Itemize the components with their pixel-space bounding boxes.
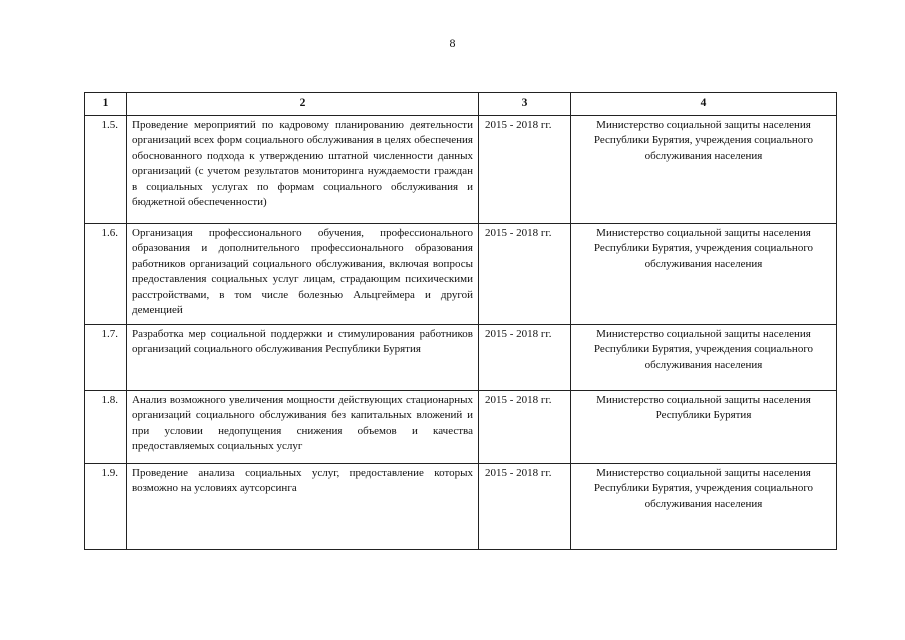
measures-table — [84, 92, 837, 550]
table-row — [85, 391, 837, 464]
measure-text: Анализ возможного увеличения мощности действующих стационарных организаций социального обслуживания без капитальных вложений и при условии недопущения снижения объемов и качества предоставляемых социальных услуг — [127, 391, 479, 464]
period-cell: 2015 - 2018 гг. — [479, 391, 571, 464]
table-row — [85, 224, 837, 325]
period-cell: 2015 - 2018 гг. — [479, 224, 571, 325]
row-number: 1.9. — [85, 464, 127, 550]
table-row — [85, 116, 837, 224]
period-cell: 2015 - 2018 гг. — [479, 325, 571, 391]
responsible-cell: Министерство социальной защиты населения Республики Бурятия, учреждения социального обслуживания населения — [571, 325, 837, 391]
row-number: 1.8. — [85, 391, 127, 464]
column-header-4: 4 — [571, 93, 837, 116]
row-number: 1.7. — [85, 325, 127, 391]
responsible-cell: Министерство социальной защиты населения Республики Бурятия — [571, 391, 837, 464]
table-row — [85, 464, 837, 550]
table-row — [85, 325, 837, 391]
row-number: 1.6. — [85, 224, 127, 325]
responsible-cell: Министерство социальной защиты населения Республики Бурятия, учреждения социального обслуживания населения — [571, 224, 837, 325]
measure-text: Проведение мероприятий по кадровому планированию деятельности организаций всех форм социального обслуживания в целях обеспечения обоснованного подхода к утверждению штатной численности данных организаций (с учетом результатов мониторинга нуждаемости граждан в социальных услугах по формам социального обслуживания и бюджетной обеспеченности) — [127, 116, 479, 224]
table-header-row — [85, 93, 837, 116]
period-cell: 2015 - 2018 гг. — [479, 464, 571, 550]
column-header-1: 1 — [85, 93, 127, 116]
page-number: 8 — [449, 36, 456, 50]
column-header-2: 2 — [127, 93, 479, 116]
column-header-3: 3 — [479, 93, 571, 116]
measure-text: Проведение анализа социальных услуг, предоставление которых возможно на условиях аутсорсинга — [127, 464, 479, 550]
row-number: 1.5. — [85, 116, 127, 224]
measure-text: Организация профессионального обучения, профессионального образования и дополнительного профессионального образования работников организаций социального обслуживания, включая вопросы предоставления социальных услуг лицам, страдающим психическими расстройствами, в том числе болезнью Альцгеймера и другой деменцией — [127, 224, 479, 325]
measure-text: Разработка мер социальной поддержки и стимулирования работников организаций социального обслуживания Республики Бурятия — [127, 325, 479, 391]
period-cell: 2015 - 2018 гг. — [479, 116, 571, 224]
responsible-cell: Министерство социальной защиты населения Республики Бурятия, учреждения социального обслуживания населения — [571, 464, 837, 550]
responsible-cell: Министерство социальной защиты населения Республики Бурятия, учреждения социального обслуживания населения — [571, 116, 837, 224]
